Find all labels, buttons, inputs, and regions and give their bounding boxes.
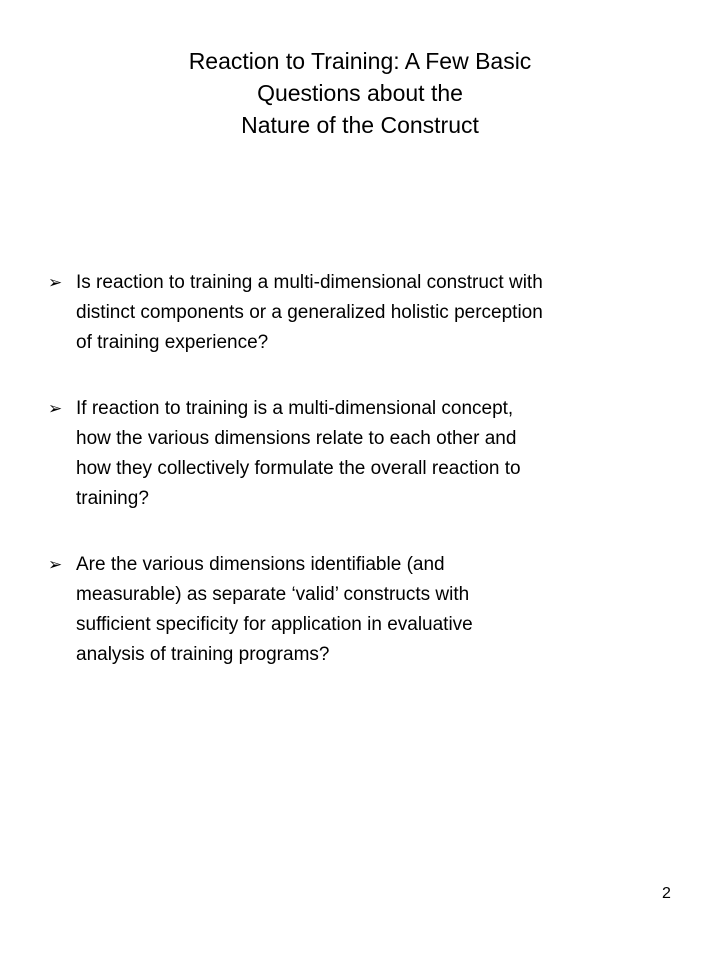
bullet-item-1 — [48, 268, 678, 358]
bullet-3-line-1: Are the various dimensions identifiable (and — [76, 554, 445, 575]
slide-title — [100, 45, 620, 141]
arrowhead-bullet-icon: ➢ — [48, 555, 63, 574]
bullet-2-line-2: how the various dimensions relate to each other and — [76, 428, 517, 449]
bullet-2-line-3: how they collectively formulate the overall reaction to — [76, 458, 521, 479]
title-line-3: Nature of the Construct — [241, 112, 479, 138]
bullet-list — [48, 268, 678, 706]
bullet-1-line-2: distinct components or a generalized holistic perception — [76, 302, 543, 323]
bullet-item-3 — [48, 550, 678, 670]
arrowhead-bullet-icon: ➢ — [48, 273, 63, 292]
bullet-3-line-4: analysis of training programs? — [76, 644, 330, 665]
bullet-1-line-1: Is reaction to training a multi-dimensional construct with — [76, 272, 543, 293]
page-number: 2 — [662, 885, 671, 902]
title-line-2: Questions about the — [257, 80, 463, 106]
bullet-2-line-4: training? — [76, 488, 149, 509]
arrowhead-bullet-icon: ➢ — [48, 399, 63, 418]
bullet-3-line-3: sufficient specificity for application in evaluative — [76, 614, 473, 635]
bullet-2-line-1: If reaction to training is a multi-dimensional concept, — [76, 398, 514, 419]
bullet-1-line-3: of training experience? — [76, 332, 269, 353]
title-line-1: Reaction to Training: A Few Basic — [188, 48, 532, 74]
bullet-3-line-2: measurable) as separate ‘valid’ constructs with — [76, 584, 470, 605]
bullet-item-2 — [48, 394, 678, 514]
